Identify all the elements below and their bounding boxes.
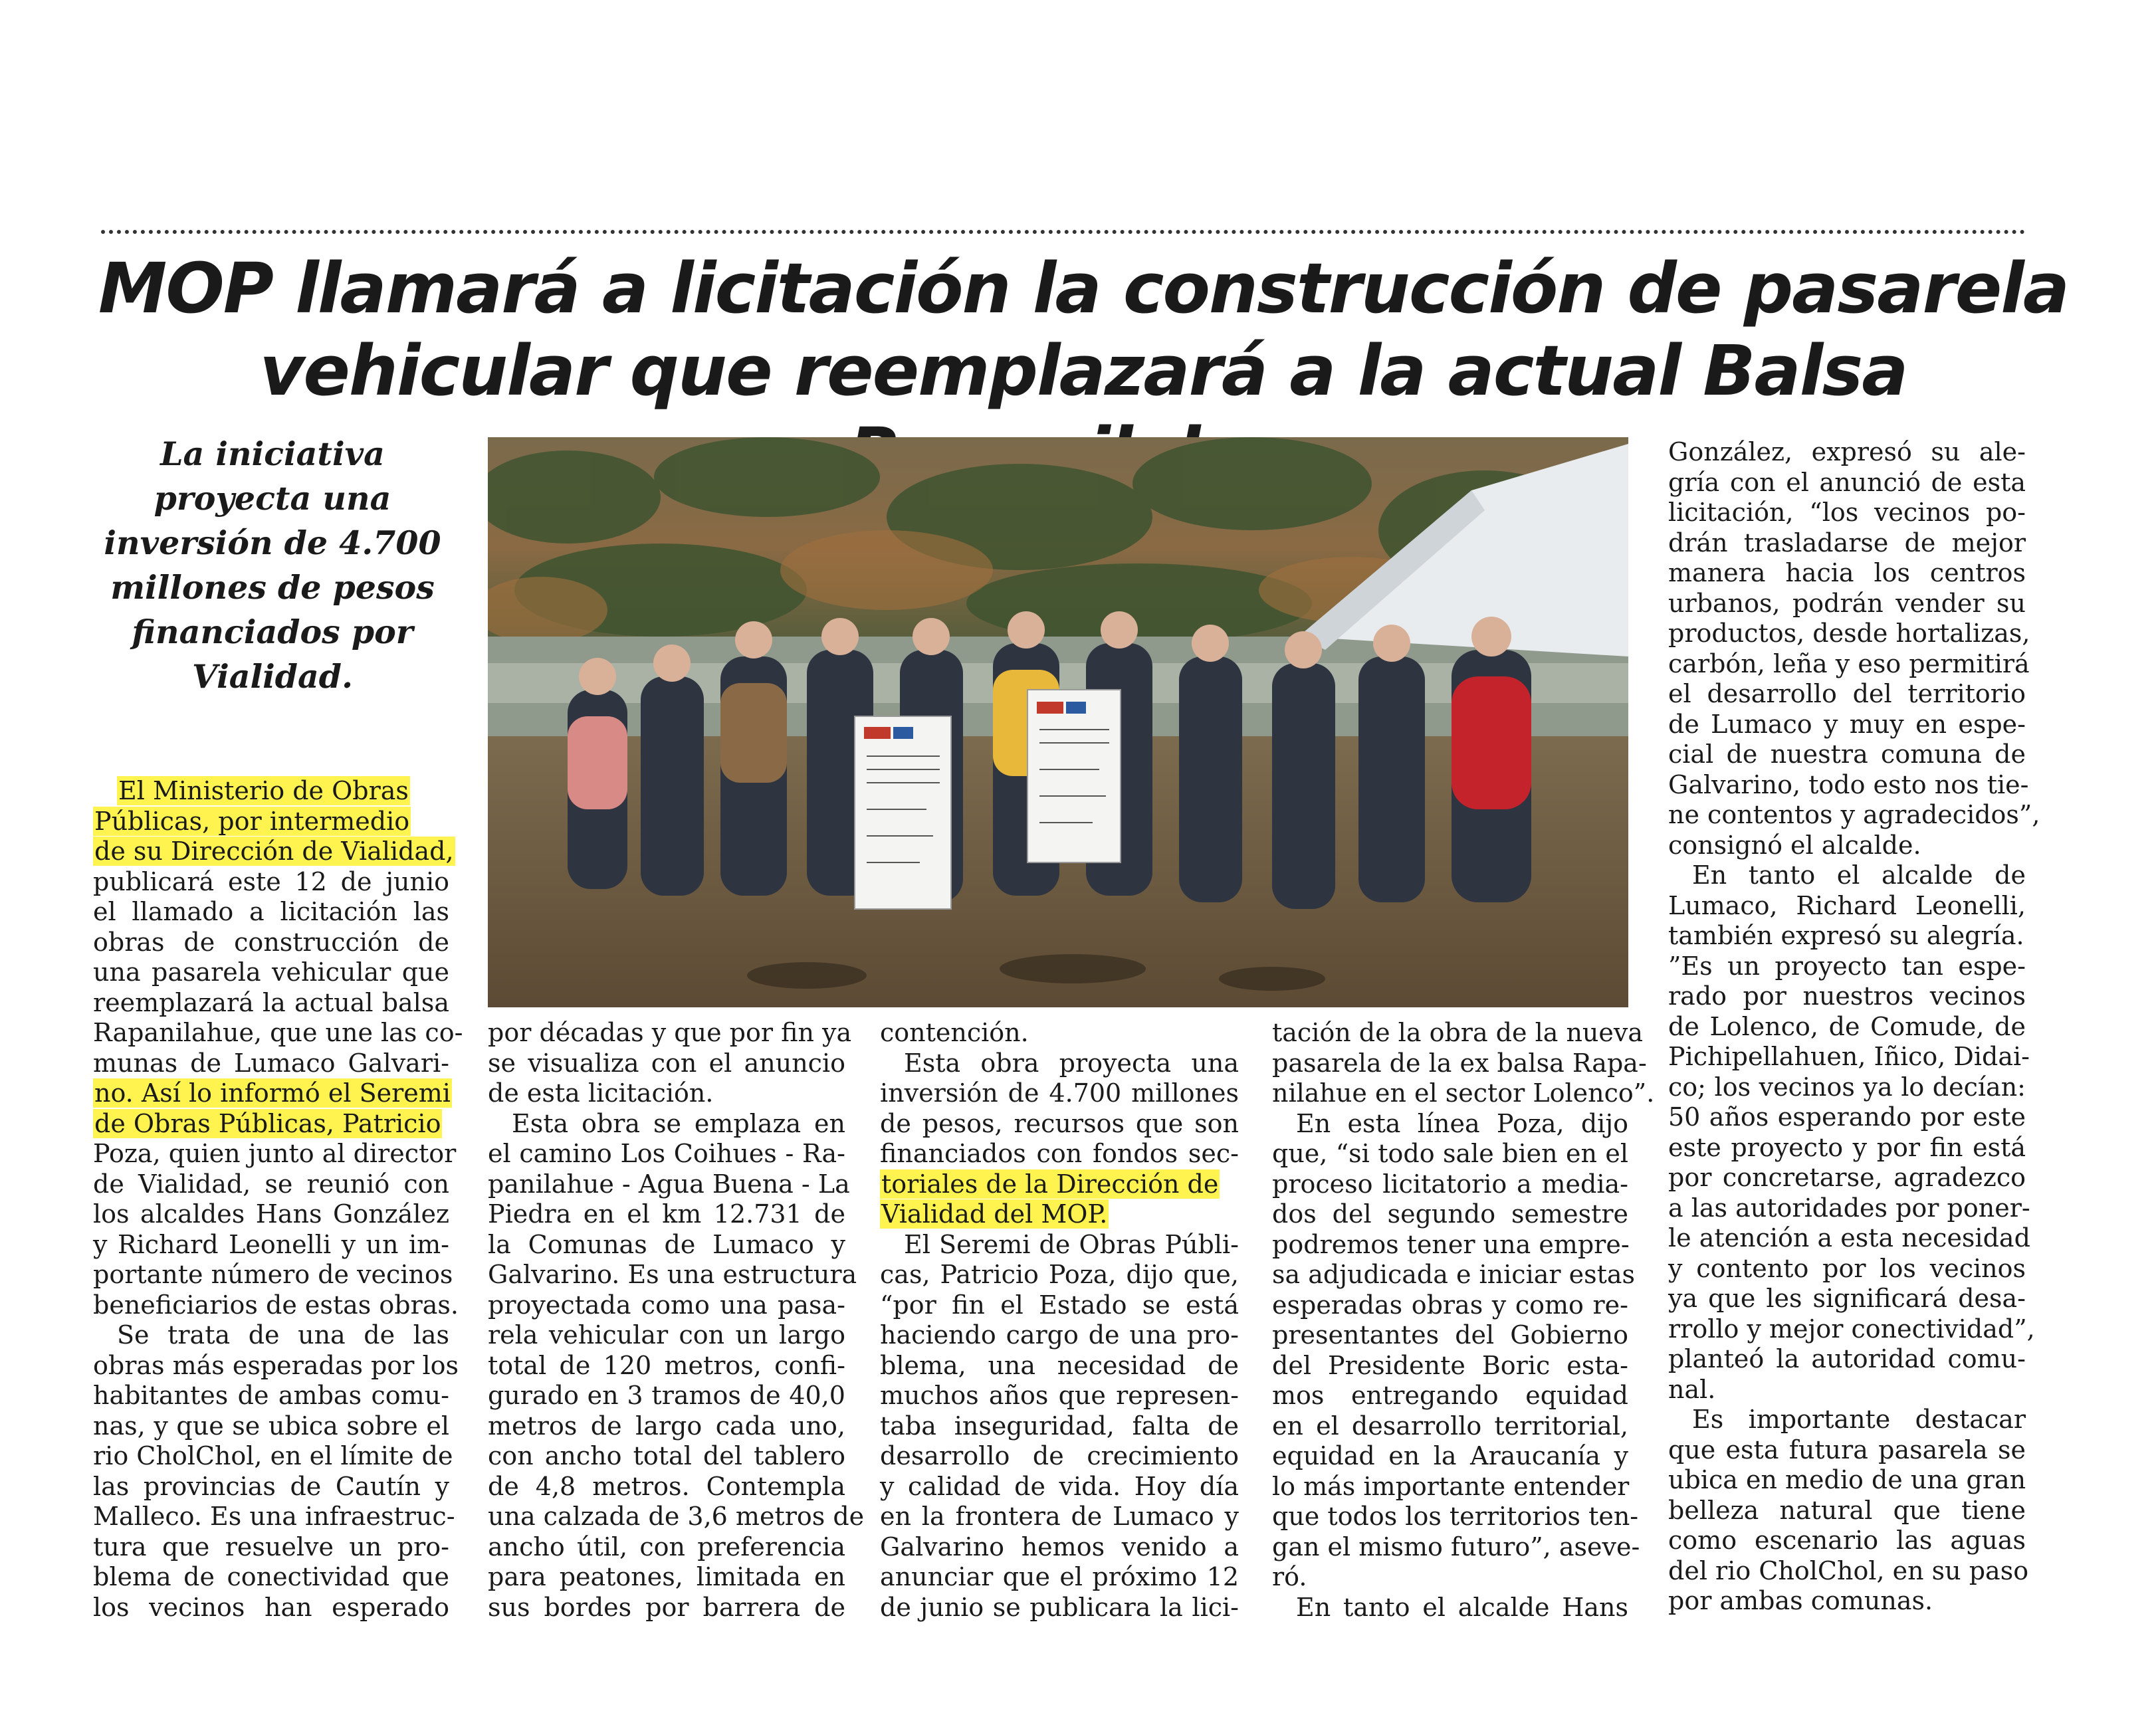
article-line: obras más esperadas por los xyxy=(93,1350,459,1380)
article-line: munas de Lumaco Galvari- xyxy=(93,1048,449,1078)
article-line: como escenario las aguas xyxy=(1668,1526,2026,1555)
article-line: a las autoridades por poner- xyxy=(1668,1193,2030,1223)
article-line: una pasarela vehicular que xyxy=(93,957,449,987)
article-line: Rapanilahue, que une las co- xyxy=(93,1018,463,1047)
article-line: lo más importante entender xyxy=(1272,1471,1630,1501)
article-line: el camino Los Coihues - Ra- xyxy=(488,1139,845,1168)
headline-line-2: vehicular que reemplazará a la actual Balsa xyxy=(259,330,1907,411)
article-line: tación de la obra de la nueva xyxy=(1272,1018,1644,1047)
article-line: sa adjudicada e iniciar estas xyxy=(1272,1260,1636,1289)
article-column-2 xyxy=(488,1018,865,1623)
article-line: gan el mismo futuro”, aseve- xyxy=(1272,1532,1640,1561)
article-line: Lumaco, Richard Leonelli, xyxy=(1668,890,2026,920)
article-line: el desarrollo del territorio xyxy=(1668,679,2026,708)
article-line: anunciar que el próximo 12 xyxy=(880,1562,1239,1591)
article-line: en la frontera de Lumaco y xyxy=(880,1502,1239,1531)
article-line: metros de largo cada uno, xyxy=(488,1411,845,1441)
article-line: beneficiarios de estas obras. xyxy=(93,1290,459,1320)
article-line: presentantes del Gobierno xyxy=(1272,1320,1628,1350)
article-line: Galvarino, todo esto nos tie- xyxy=(1668,769,2029,799)
article-line: por concretarse, agradezco xyxy=(1668,1163,2026,1192)
article-line: manera hacia los centros xyxy=(1668,558,2026,587)
article-line: le atención a esta necesidad xyxy=(1668,1223,2030,1253)
article-line: 50 años esperando por este xyxy=(1668,1102,2026,1132)
article-line xyxy=(93,1078,449,1109)
article-column-5 xyxy=(1668,437,2040,1617)
article-line xyxy=(880,1169,1239,1200)
article-line: haciendo cargo de una pro- xyxy=(880,1320,1239,1350)
article-line: nas, y que se ubica sobre el xyxy=(93,1411,449,1441)
article-line: de Lolenco, de Comude, de xyxy=(1668,1011,2026,1041)
article-line: “por fin el Estado se está xyxy=(880,1290,1239,1320)
article-line: consignó el alcalde. xyxy=(1668,830,1921,860)
subhead-line: millones de pesos xyxy=(110,568,435,607)
article-line: este proyecto y por fin está xyxy=(1668,1132,2026,1162)
article-line: cas, Patricio Poza, dijo que, xyxy=(880,1260,1239,1289)
article-line: gurado en 3 tramos de 40,0 xyxy=(488,1381,845,1410)
article-line: belleza natural que tiene xyxy=(1668,1495,2026,1525)
article-line xyxy=(93,807,449,837)
article-line: de junio se publicara la lici- xyxy=(880,1592,1239,1622)
news-photo xyxy=(488,437,1628,1007)
highlighted-text: no. Así lo informó el Seremi xyxy=(94,1078,451,1108)
article-line: y calidad de vida. Hoy día xyxy=(880,1471,1239,1501)
article-line: del rio CholChol, en su paso xyxy=(1668,1556,2029,1585)
dotted-rule xyxy=(101,230,2026,234)
article-line: equidad en la Araucanía y xyxy=(1272,1441,1628,1470)
article-line: para peatones, limitada en xyxy=(488,1562,845,1591)
highlighted-text: Públicas, por intermedio xyxy=(94,806,410,836)
article-line: taba inseguridad, falta de xyxy=(880,1411,1239,1441)
article-line: el llamado a licitación las xyxy=(93,897,449,926)
article-line: de pesos, recursos que son xyxy=(880,1108,1239,1138)
article-line xyxy=(93,837,454,867)
article-line: blema, una necesidad de xyxy=(880,1350,1239,1380)
article-line: los vecinos han esperado xyxy=(93,1592,449,1622)
article-line: Pichipellahuen, Iñico, Didai- xyxy=(1668,1042,2030,1071)
article-line: de Vialidad, se reunió con xyxy=(93,1169,449,1199)
article-line: En esta línea Poza, dijo xyxy=(1296,1108,1628,1138)
subhead-line: inversión de 4.700 xyxy=(104,524,441,562)
article-line: panilahue - Agua Buena - La xyxy=(488,1169,850,1199)
article-line: contención. xyxy=(880,1018,1029,1047)
highlighted-text: de Obras Públicas, Patricio xyxy=(94,1108,441,1138)
article-line: proyectada como una pasa- xyxy=(488,1290,845,1320)
article-line: tura que resuelve un pro- xyxy=(93,1532,449,1561)
article-line: nilahue en el sector Lolenco”. xyxy=(1272,1078,1655,1108)
article-line: que, “si todo sale bien en el xyxy=(1272,1139,1628,1168)
article-line: de 4,8 metros. Contempla xyxy=(488,1471,845,1501)
article-line: En tanto el alcalde de xyxy=(1692,860,2026,890)
article-line xyxy=(93,1109,449,1140)
article-line: drán trasladarse de mejor xyxy=(1668,528,2026,557)
article-line: se visualiza con el anuncio xyxy=(488,1048,845,1078)
article-line: rio CholChol, en el límite de xyxy=(93,1441,453,1470)
article-column-3 xyxy=(880,1018,1239,1623)
article-line: Galvarino hemos venido a xyxy=(880,1532,1239,1561)
article-line: Poza, quien junto al director xyxy=(93,1139,457,1168)
article-line: total de 120 metros, confi- xyxy=(488,1350,845,1380)
article-line: habitantes de ambas comu- xyxy=(93,1381,449,1410)
article-line: esperadas obras y como re- xyxy=(1272,1290,1628,1320)
article-column-1 xyxy=(93,776,463,1623)
article-line: carbón, leña y eso permitirá xyxy=(1668,649,2030,678)
article-line: blema de conectividad que xyxy=(93,1562,449,1591)
article-line: en el desarrollo territorial, xyxy=(1272,1411,1628,1441)
article-line: publicará este 12 de junio xyxy=(93,866,449,896)
highlighted-text: de su Dirección de Vialidad, xyxy=(94,837,454,866)
article-line: mos entregando equidad xyxy=(1272,1381,1628,1410)
article-line xyxy=(93,776,449,807)
article-line: rado por nuestros vecinos xyxy=(1668,981,2026,1011)
article-line: reemplazará la actual balsa xyxy=(93,987,449,1017)
article-line xyxy=(880,1199,1239,1230)
group-photo-illustration xyxy=(488,437,1628,1007)
article-line: dos del segundo semestre xyxy=(1272,1199,1628,1229)
article-line: ró. xyxy=(1272,1562,1307,1591)
article-line: pasarela de la ex balsa Rapa- xyxy=(1272,1048,1647,1078)
article-line: cial de nuestra comuna de xyxy=(1668,740,2026,769)
article-line: ubica en medio de una gran xyxy=(1668,1465,2026,1494)
subhead-line: proyecta una xyxy=(154,479,391,518)
subhead-line: Vialidad. xyxy=(191,657,354,696)
article-line: inversión de 4.700 millones xyxy=(880,1078,1239,1108)
article-line: licitación, “los vecinos po- xyxy=(1668,498,2026,527)
article-line: ancho útil, con preferencia xyxy=(488,1532,845,1561)
subhead-line: financiados por xyxy=(132,613,413,651)
article-line: de Lumaco y muy en espe- xyxy=(1668,709,2026,739)
article-line: sus bordes por barrera de xyxy=(488,1592,845,1622)
article-line: ”Es un proyecto tan espe- xyxy=(1668,951,2026,981)
article-line: por décadas y que por fin ya xyxy=(488,1018,852,1047)
article-line: Piedra en el km 12.731 de xyxy=(488,1199,845,1229)
article-line: y contento por los vecinos xyxy=(1668,1253,2026,1283)
article-line: urbanos, podrán vender su xyxy=(1668,588,2026,618)
article-line: por ambas comunas. xyxy=(1668,1586,1933,1615)
article-line: productos, desde hortalizas, xyxy=(1668,619,2030,648)
article-line: una calzada de 3,6 metros de xyxy=(488,1502,865,1531)
article-line: González, expresó su ale- xyxy=(1668,437,2026,466)
article-line: Galvarino. Es una estructura xyxy=(488,1260,857,1289)
article-line: planteó la autoridad comu- xyxy=(1668,1344,2026,1373)
article-line: con ancho total del tablero xyxy=(488,1441,845,1470)
article-line: El Seremi de Obras Públi- xyxy=(904,1229,1239,1259)
article-line: obras de construcción de xyxy=(93,927,449,957)
article-line: rrollo y mejor conectividad”, xyxy=(1668,1314,2035,1344)
article-line: las provincias de Cautín y xyxy=(93,1471,449,1501)
article-line: y Richard Leonelli y un im- xyxy=(93,1229,449,1259)
highlighted-text: toriales de la Dirección de xyxy=(881,1169,1219,1199)
article-line: ne contentos y agradecidos”, xyxy=(1668,800,2040,829)
article-line: Esta obra se emplaza en xyxy=(512,1108,845,1138)
article-line: proceso licitatorio a media- xyxy=(1272,1169,1628,1199)
highlighted-text: El Ministerio de Obras xyxy=(118,776,409,805)
headline-line-1: MOP llamará a licitación la construcción de pasarela xyxy=(98,248,2069,329)
article-line: de esta licitación. xyxy=(488,1078,714,1108)
article-line: Esta obra proyecta una xyxy=(904,1048,1239,1078)
article-line: Es importante destacar xyxy=(1692,1405,2026,1434)
article-line: que todos los territorios ten- xyxy=(1272,1502,1639,1531)
subhead xyxy=(93,432,452,699)
article-line: Malleco. Es una infraestruc- xyxy=(93,1502,455,1531)
article-line: podremos tener una empre- xyxy=(1272,1229,1630,1259)
article-line: también expresó su alegría. xyxy=(1668,921,2024,950)
article-line: rela vehicular con un largo xyxy=(488,1320,845,1350)
article-line: nal. xyxy=(1668,1374,1716,1404)
subhead-line: La iniciativa xyxy=(160,435,385,473)
article-line: que esta futura pasarela se xyxy=(1668,1435,2026,1464)
article-line: gría con el anunció de esta xyxy=(1668,467,2026,497)
article-line: del Presidente Boric esta- xyxy=(1272,1350,1628,1380)
article-line: ya que les significará desa- xyxy=(1668,1284,2026,1313)
article-column-4 xyxy=(1272,1018,1655,1623)
article-line: los alcaldes Hans González xyxy=(93,1199,449,1229)
article-line: la Comunas de Lumaco y xyxy=(488,1229,845,1259)
article-line: desarrollo de crecimiento xyxy=(880,1441,1239,1470)
article-line: muchos años que represen- xyxy=(880,1381,1239,1410)
article-line: financiados con fondos sec- xyxy=(880,1139,1239,1168)
article-line: co; los vecinos ya lo decían: xyxy=(1668,1072,2026,1102)
article-line: Se trata de una de las xyxy=(117,1320,449,1350)
article-line: En tanto el alcalde Hans xyxy=(1296,1592,1628,1622)
article-line: portante número de vecinos xyxy=(93,1260,453,1289)
highlighted-text: Vialidad del MOP. xyxy=(881,1199,1108,1229)
